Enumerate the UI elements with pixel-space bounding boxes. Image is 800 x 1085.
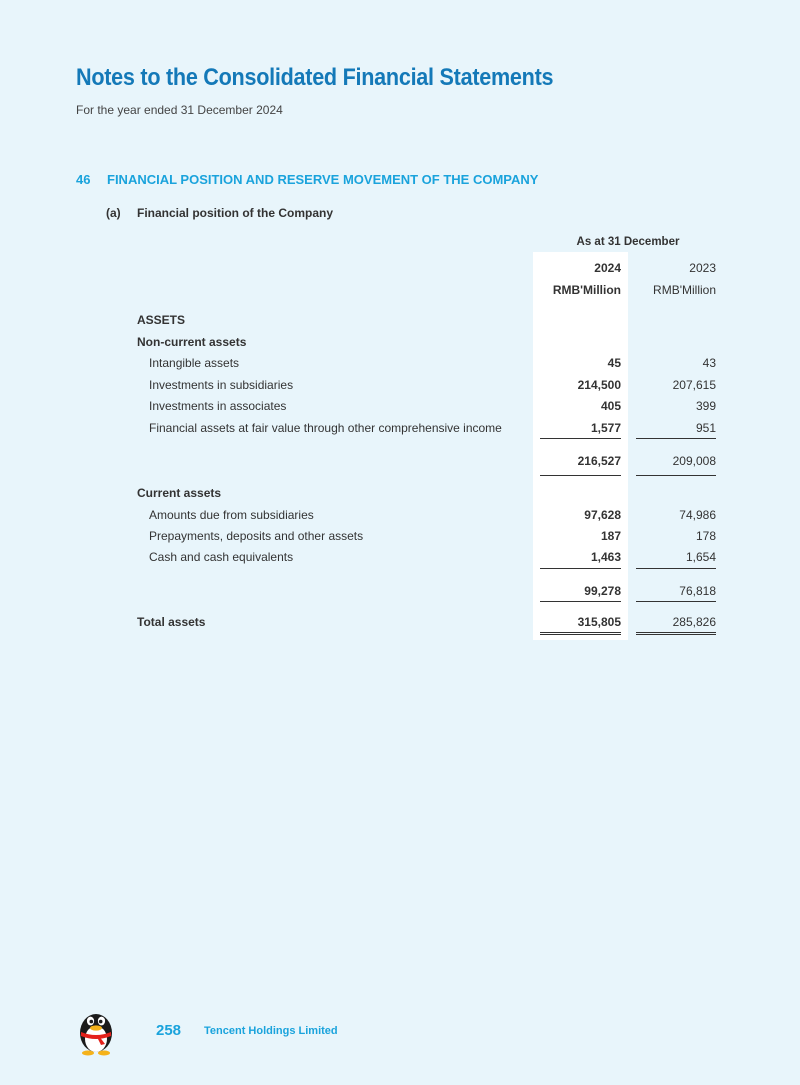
col-year-2023: 2023 [689,261,716,275]
row-label: Investments in subsidiaries [149,378,294,392]
rule-line [636,438,716,439]
col-unit-2024: RMB'Million [552,283,621,297]
col-year-2024: 2024 [594,261,621,275]
subtotal-2023: 76,818 [679,584,716,598]
rule-line [540,568,621,569]
total-assets-row [0,615,800,633]
subtotal-2024: 216,527 [577,454,621,468]
page-subtitle: For the year ended 31 December 2024 [76,103,283,117]
total-assets-label: Total assets [137,615,206,629]
subtotal-row [0,454,800,472]
row-label: Cash and cash equivalents [149,550,294,564]
current-heading: Current assets [137,486,222,500]
sub-heading [106,206,333,220]
assets-heading-row [0,313,800,331]
value-2023: 178 [695,529,716,543]
row-label: Financial assets at fair value through other comprehensive income [149,421,502,435]
value-2024: 214,500 [577,378,621,392]
double-rule-line [636,632,716,635]
section-title: FINANCIAL POSITION AND RESERVE MOVEMENT OF THE COMPANY [107,172,539,187]
assets-heading: ASSETS [137,313,186,327]
value-2024: 97,628 [584,508,621,522]
table-row [0,356,800,374]
col-unit-2023: RMB'Million [653,283,716,297]
table-row [0,550,800,568]
row-label: Prepayments, deposits and other assets [149,529,364,543]
value-2023: 399 [695,399,716,413]
value-2023: 951 [695,421,716,435]
subtotal-2024: 99,278 [584,584,621,598]
subtotal-row [0,584,800,602]
page-title: Notes to the Consolidated Financial Statements [76,64,554,91]
penguin-logo-icon [76,1008,116,1056]
rule-line [540,601,621,602]
rule-line [540,475,621,476]
section-number: 46 [76,172,91,187]
current-heading-row [0,486,800,504]
row-label: Intangible assets [149,356,240,370]
sub-heading-label: (a) [106,206,121,220]
value-2024: 1,577 [590,421,621,435]
row-label: Amounts due from subsidiaries [149,508,314,522]
table-row [0,399,800,417]
section-heading [76,172,538,187]
total-assets-2024: 315,805 [577,615,621,629]
subtotal-2023: 209,008 [672,454,716,468]
table-row [0,529,800,547]
table-row [0,508,800,526]
value-2023: 1,654 [685,550,716,564]
double-rule-line [540,632,621,635]
rule-line [540,438,621,439]
sub-heading-title: Financial position of the Company [137,206,334,220]
value-2024: 1,463 [590,550,621,564]
value-2024: 45 [607,356,621,370]
value-2024: 187 [600,529,621,543]
rule-line [636,601,716,602]
value-2024: 405 [600,399,621,413]
total-assets-2023: 285,826 [672,615,716,629]
current-year-highlight [533,252,628,640]
value-2023: 74,986 [679,508,716,522]
non-current-heading: Non-current assets [137,335,247,349]
row-label: Investments in associates [149,399,287,413]
rule-line [636,568,716,569]
table-row [0,421,800,439]
value-2023: 43 [702,356,716,370]
non-current-heading-row [0,335,800,353]
value-2023: 207,615 [672,378,716,392]
table-row [0,378,800,396]
company-name: Tencent Holdings Limited [204,1025,338,1037]
page-number: 258 [156,1022,182,1039]
period-header: As at 31 December [576,236,680,248]
rule-line [636,475,716,476]
